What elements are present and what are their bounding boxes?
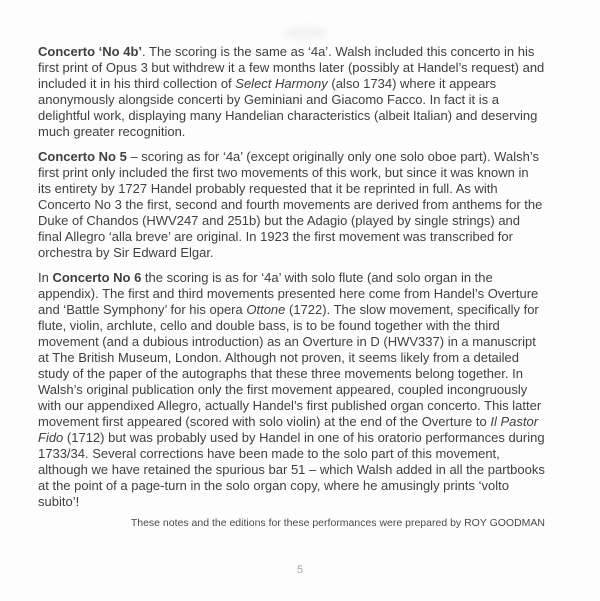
paragraph-concerto-4b [38, 44, 545, 140]
text-segment: (also 1734) where it appears anonymously alongside concerti by Geminiani and Giacomo Facco. In fact it is a delightful work, displaying many Handelian characteristics (albeit Italian) and deserving much greater recognition. [38, 76, 538, 139]
text-segment: the scoring is as for ‘4a’ with solo flute (and solo organ in the appendix). The first and third movements presented here come from Handel’s Overture and ‘Battle Symphony’ for his opera [38, 270, 539, 317]
il-pastor-fido-title: Il Pastor Fido [38, 414, 539, 445]
paragraph-concerto-6 [38, 270, 545, 510]
liner-notes-text [38, 0, 545, 530]
concerto-5-heading: Concerto No 5 [38, 149, 127, 164]
ottone-title: Ottone [246, 302, 286, 317]
concerto-6-heading: Concerto No 6 [52, 270, 142, 285]
paragraph-concerto-5 [38, 149, 545, 261]
credit-line: These notes and the editions for these performances were prepared by ROY GOODMAN [130, 517, 545, 529]
text-segment: (1722). The slow movement, specifically for flute, violin, archlute, cello and double bass, is to be found together with the third movement (and a dubious introduction) as an Overture in D (HWV337) in a manuscript at The British Museum, London. Although not proven, it seems likely from a detailed study of the paper of the autographs that these three movements belong together. In Walsh’s original publication only the first movement appeared, coupled incongruously with our appendixed Allegro, actually Handel’s first published organ concerto. This latter movement first appeared (scored with solo violin) at the end of the Overture to [38, 302, 542, 429]
text-segment: – scoring as for ‘4a’ (except originally only one solo oboe part). Walsh’s first print only included the first two movements of this work, but since it was known in its entirety by 1727 Handel probably requested that it be reprinted in full. As with Concerto No 3 the first, second and fourth movements are derived from anthems for the Duke of Chandos (HWV247 and 251b) but the Adagio (played by single strings) and final Allegro ‘alla breve’ are original. In 1923 the first movement was transcribed for orchestra by Sir Edward Elgar. [38, 149, 543, 260]
concerto-4b-heading: Concerto ‘No 4b’ [38, 44, 143, 59]
select-harmony-title: Select Harmony [235, 76, 328, 91]
text-segment: . The scoring is the same as ‘4a’. Walsh included this concerto in his first print of Opus 3 but withdrew it a few months later (possibly at Handel’s request) and included it in his third collection of [38, 44, 545, 91]
page-number: 5 [296, 564, 304, 576]
text-segment: (1712) but was probably used by Handel in one of his oratorio performances during 1733/34. Several corrections have been made to the solo part of this movement, although we have retained the spurious bar 51 – which Walsh added in all the partbooks at the point of a page-turn in the solo organ copy, where he amusingly prints ‘volto subito’! [38, 430, 545, 509]
text-segment: In [38, 270, 53, 285]
